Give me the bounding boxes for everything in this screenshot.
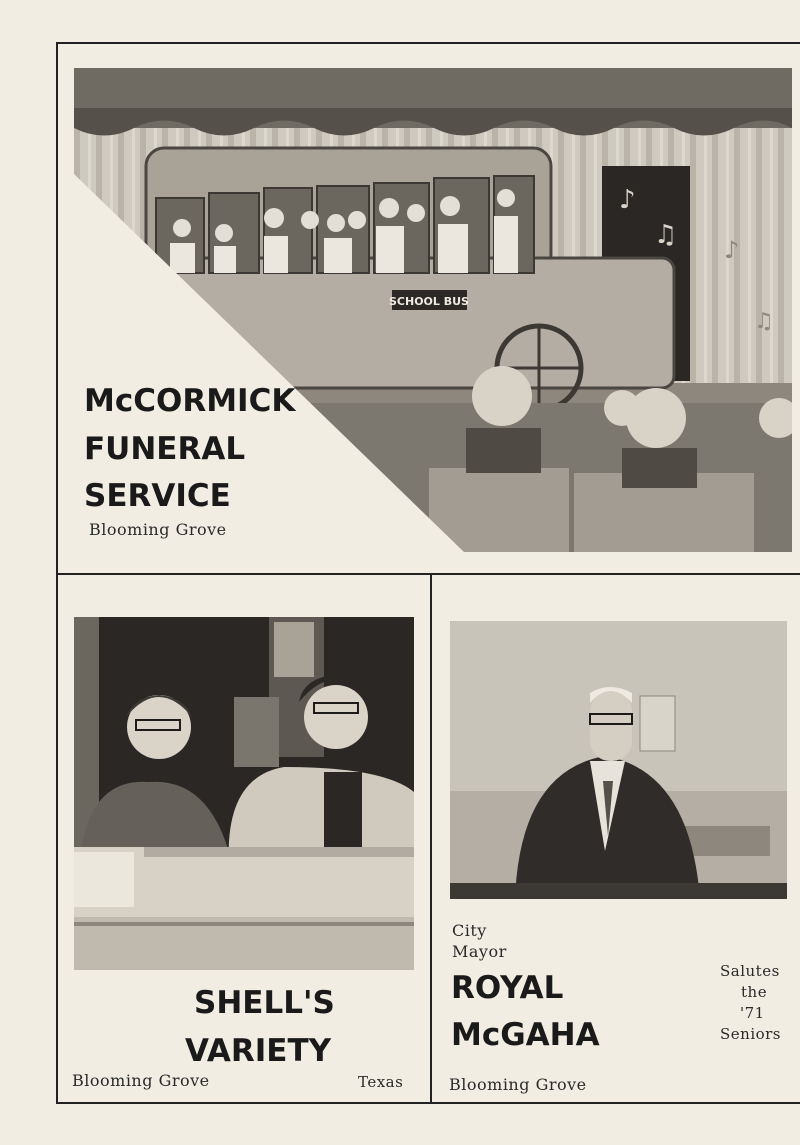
svg-text:♪: ♪ xyxy=(619,185,636,215)
svg-text:♪: ♪ xyxy=(724,236,740,264)
mayor-name-line1: ROYAL xyxy=(451,970,564,1006)
salute-line2: the xyxy=(741,983,768,1001)
shell-name-line1: SHELL'S xyxy=(194,985,335,1021)
horizontal-divider xyxy=(56,573,800,575)
shell-location: Blooming Grove xyxy=(72,1071,210,1090)
funeral-name-line3: SERVICE xyxy=(84,478,231,514)
svg-text:♫: ♫ xyxy=(654,220,678,250)
svg-text:♫: ♫ xyxy=(754,309,774,334)
mayor-location: Blooming Grove xyxy=(449,1075,587,1094)
mayor-portrait-photo xyxy=(450,621,787,899)
salute-line4: Seniors xyxy=(720,1025,782,1043)
mayor-title-line1: City xyxy=(452,921,487,940)
funeral-location: Blooming Grove xyxy=(89,520,227,539)
salute-line3: '71 xyxy=(740,1004,765,1022)
funeral-name-line2: FUNERAL xyxy=(84,431,246,467)
funeral-name-line1: McCORMICK xyxy=(84,383,296,419)
shell-state: Texas xyxy=(358,1073,404,1091)
shell-name-line2: VARIETY xyxy=(185,1033,332,1069)
salute-line1: Salutes xyxy=(720,962,780,980)
mayor-name-line2: McGAHA xyxy=(451,1017,600,1053)
mayor-title-line2: Mayor xyxy=(452,942,507,961)
shells-variety-photo xyxy=(74,617,414,970)
bus-sign: SCHOOL BUS xyxy=(389,295,469,308)
vertical-divider xyxy=(430,575,432,1104)
